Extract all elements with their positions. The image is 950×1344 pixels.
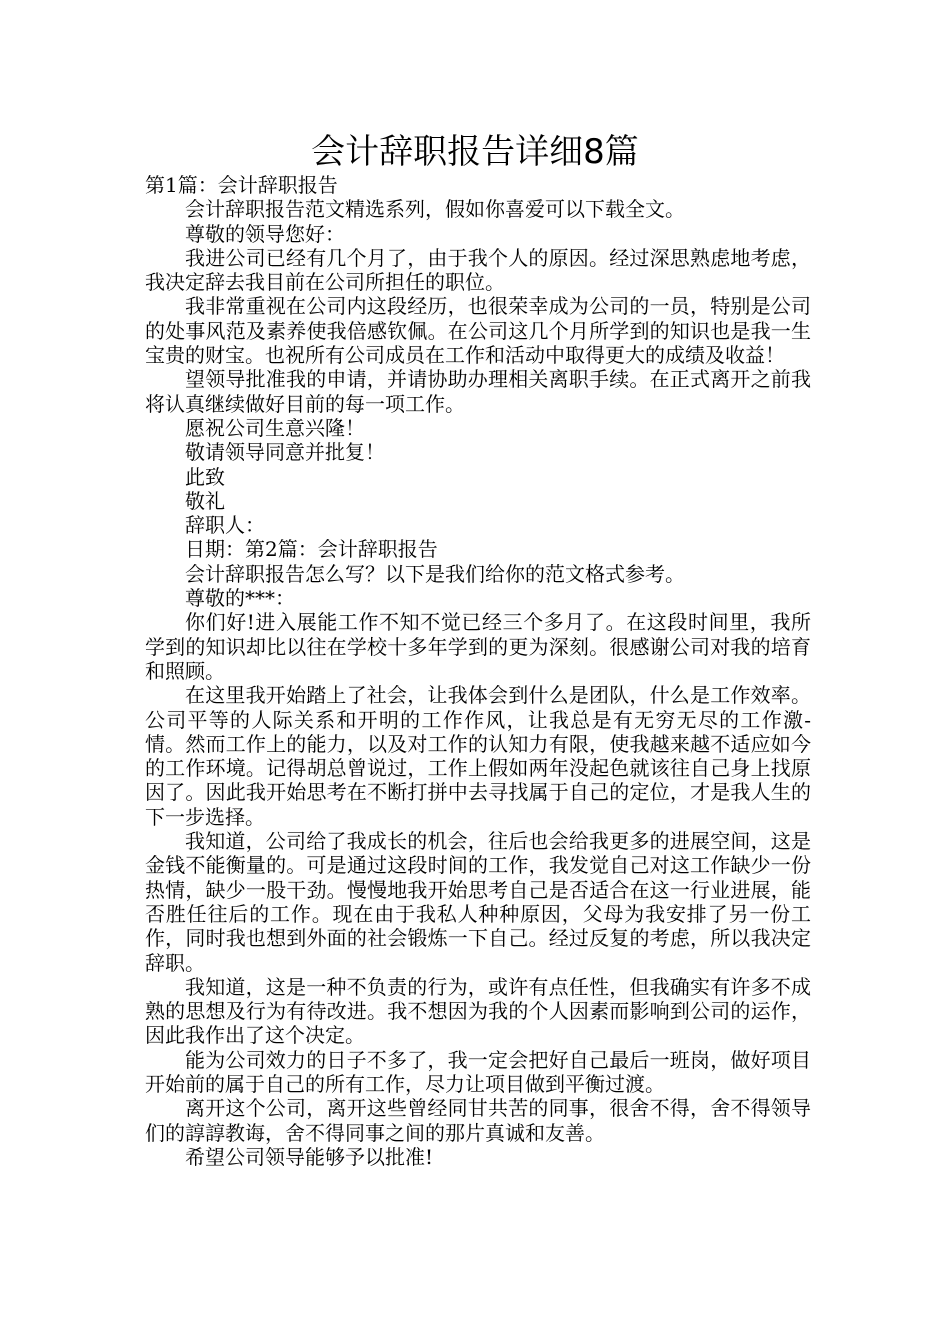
paragraph: 我进公司已经有几个月了，由于我个人的原因。经过深思熟虑地考虑，我决定辞去我目前在公司所担任的职位。 (145, 245, 811, 295)
paragraph: 希望公司领导能够予以批准! (185, 1144, 434, 1169)
paragraph: 此致 (185, 464, 225, 489)
document-body (145, 173, 811, 1169)
paragraph: 离开这个公司，离开这些曾经同甘共苦的同事，很舍不得，舍不得领导们的諄諄教诲，舍不得同事之间的那片真诚和友善。 (145, 1096, 811, 1145)
paragraph: 你们好!进入展能工作不知不觉已经三个多月了。在这段时间里，我所学到的知识却比以往在学校十多年学到的更为深刻。很感谢公司对我的培育和照顾。 (145, 610, 811, 683)
paragraph: 能为公司效力的日子不多了，我一定会把好自己最后一班岗，做好项目开始前的属于自己的所有工作，尽力让项目做到平衡过渡。 (145, 1047, 811, 1096)
paragraph: 敬请领导同意并批复！ (185, 440, 385, 465)
paragraph: 敬礼 (185, 488, 225, 513)
paragraph: 会计辞职报告范文精选系列，假如你喜爱可以下载全文。 (185, 197, 685, 222)
paragraph: 辞职人： (185, 513, 265, 538)
section-heading: 第1篇：会计辞职报告 (145, 173, 338, 197)
paragraph: 愿祝公司生意兴隆！ (185, 415, 365, 440)
paragraph: 我非常重视在公司内这段经历，也很荣幸成为公司的一员，特别是公司的处事风范及素养使我倍感钦佩。在公司这几个月所学到的知识也是我一生宝贵的财宝。也祝所有公司成员在工作和活动中取得更大的成绩及收益！ (145, 294, 811, 368)
paragraph: 望领导批准我的申请，并请协助办理相关离职手续。在正式离开之前我将认真继续做好目前的每一项工作。 (145, 367, 811, 416)
paragraph: 会计辞职报告怎么写？以下是我们给你的范文格式参考。 (185, 561, 685, 586)
paragraph: 尊敬的领导您好： (185, 221, 345, 246)
paragraph: 我知道，这是一种不负责的行为，或许有点任性，但我确实有许多不成熟的思想及行为有待改进。我不想因为我的个人因素而影响到公司的运作，因此我作出了这个决定。 (145, 974, 811, 1048)
paragraph: 在这里我开始踏上了社会，让我体会到什么是团队，什么是工作效率。公司平等的人际关系和开明的工作作风，让我总是有无穷无尽的工作激-情。然而工作上的能力，以及对工作的认知力有限，使我越来越不适应如今的工作环境。记得胡总曾说过，工作上假如两年没起色就该往自己身上找原因了。因此我开始思考在不断打拼中去寻找属于自己的定位，才是我人生的下一步选择。 (145, 683, 811, 829)
paragraph: 日期：第2篇：会计辞职报告 (185, 537, 438, 562)
document-title: 会计辞职报告详细8篇 (311, 132, 639, 172)
paragraph: 我知道，公司给了我成长的机会，往后也会给我更多的进展空间，这是金钱不能衡量的。可是通过这段时间的工作，我发觉自己对这工作缺少一份热情，缺少一股干劲。慢慢地我开始思考自己是否适合在这一行业进展，能否胜任往后的工作。现在由于我私人种种原因，父母为我安排了另一份工作，同时我也想到外面的社会锻炼一下自己。经过反复的考虑，所以我决定辞职。 (145, 829, 811, 975)
paragraph: 尊敬的***： (185, 586, 295, 611)
